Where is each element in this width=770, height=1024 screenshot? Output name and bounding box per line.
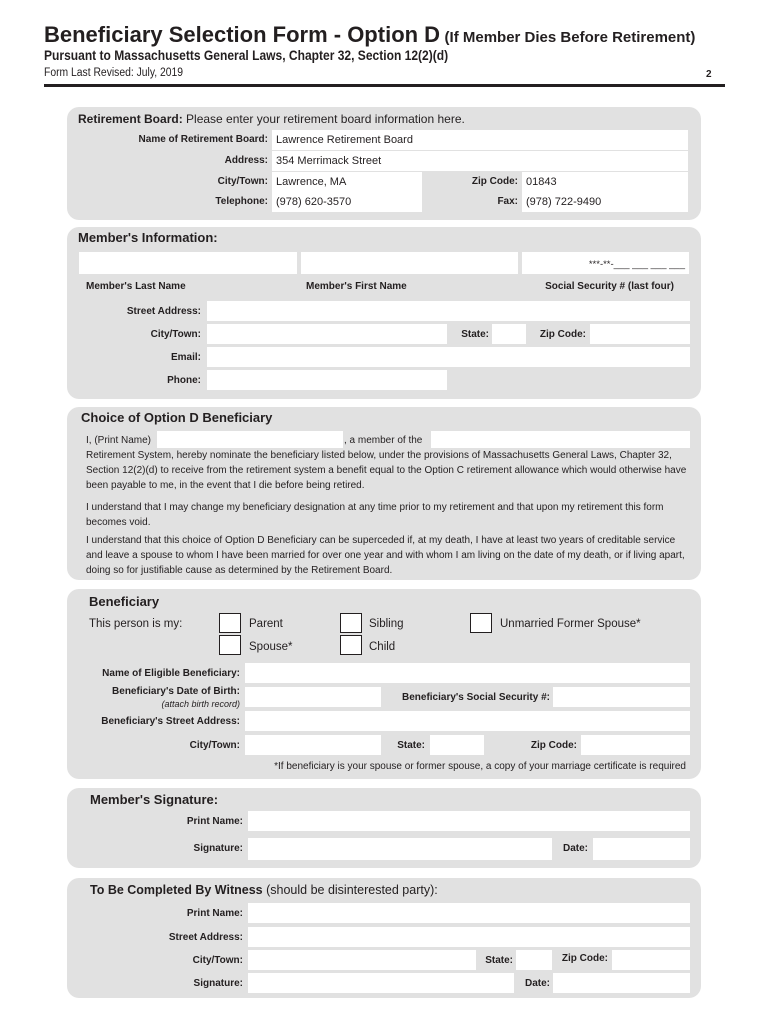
- witness-print-name-field[interactable]: [248, 903, 690, 923]
- beneficiary-ssn-label: Beneficiary's Social Security #:: [401, 692, 550, 703]
- member-phone-field[interactable]: [207, 370, 447, 390]
- member-street-field[interactable]: [207, 301, 690, 321]
- witness-signature-field[interactable]: [248, 973, 514, 993]
- member-ssn-field[interactable]: [522, 252, 689, 274]
- member-info-heading: Member's Information:: [78, 230, 218, 245]
- member-signature-label: Signature:: [193, 843, 243, 854]
- checkbox-sibling[interactable]: [340, 613, 362, 633]
- member-print-name-field[interactable]: [248, 811, 690, 831]
- form-title-paren: (If Member Dies Before Retirement): [444, 29, 696, 46]
- witness-street-field[interactable]: [248, 927, 690, 947]
- beneficiary-footnote: *If beneficiary is your spouse or former spouse, a copy of your marriage certificate is required: [274, 761, 686, 772]
- beneficiary-state-label: State:: [397, 740, 425, 751]
- member-email-label: Email:: [170, 352, 201, 363]
- member-state-field[interactable]: [492, 324, 526, 344]
- choice-member-of: , a member of the: [344, 435, 423, 446]
- witness-heading-bold: To Be Completed By Witness: [90, 883, 263, 897]
- board-name-label: Name of Retirement Board:: [138, 134, 268, 145]
- member-date-field[interactable]: [593, 838, 690, 860]
- option-former-spouse-label: Unmarried Former Spouse*: [500, 618, 641, 630]
- beneficiary-street-field[interactable]: [245, 711, 690, 731]
- board-phone-label: Telephone:: [215, 196, 268, 207]
- choice-para2: I understand that I may change my beneficiary designation at any time prior to my retirement and that upon my retirement this form becomes void.: [86, 502, 664, 528]
- board-zip-field[interactable]: 01843: [522, 172, 688, 192]
- option-child-label: Child: [369, 641, 396, 653]
- witness-state-field[interactable]: [516, 950, 552, 970]
- checkbox-spouse[interactable]: [219, 635, 241, 655]
- form-title-main: Beneficiary Selection Form - Option D: [44, 22, 441, 47]
- beneficiary-dob-note: (attach birth record): [161, 699, 240, 709]
- member-signature-heading: Member's Signature:: [90, 792, 219, 807]
- board-address-label: Address:: [224, 155, 268, 166]
- member-street-label: Street Address:: [126, 306, 201, 317]
- member-last-name-label: Member's Last Name: [86, 281, 186, 292]
- board-fax-field[interactable]: (978) 722-9490: [522, 192, 688, 212]
- member-print-name-label: Print Name:: [186, 816, 243, 827]
- retirement-board-heading-text: Please enter your retirement board information here.: [186, 112, 465, 126]
- member-last-name-field[interactable]: [79, 252, 297, 274]
- witness-print-name-label: Print Name:: [186, 908, 243, 919]
- beneficiary-dob-label: Beneficiary's Date of Birth:: [112, 686, 240, 697]
- witness-city-field[interactable]: [248, 950, 476, 970]
- checkbox-parent[interactable]: [219, 613, 241, 633]
- member-signature-field[interactable]: [248, 838, 552, 860]
- beneficiary-zip-field[interactable]: [581, 735, 690, 755]
- option-parent-label: Parent: [249, 618, 283, 630]
- member-city-field[interactable]: [207, 324, 447, 344]
- checkbox-child[interactable]: [340, 635, 362, 655]
- form-revised: Form Last Revised: July, 2019: [44, 67, 184, 79]
- beneficiary-heading: Beneficiary: [89, 594, 160, 609]
- board-city-label: City/Town:: [217, 176, 268, 187]
- choice-print-name-field[interactable]: [157, 431, 343, 448]
- board-zip-label: Zip Code:: [471, 176, 518, 187]
- witness-state-label: State:: [485, 955, 513, 966]
- option-spouse-label: Spouse*: [249, 641, 293, 653]
- board-city-field[interactable]: Lawrence, MA: [272, 172, 422, 192]
- beneficiary-city-field[interactable]: [245, 735, 381, 755]
- beneficiary-city-label: City/Town:: [189, 740, 240, 751]
- witness-heading-text: (should be disinterested party):: [266, 883, 438, 897]
- choice-retirement-system-field[interactable]: [431, 431, 690, 448]
- choice-print-name-label: I, (Print Name): [86, 435, 152, 446]
- witness-zip-field[interactable]: [612, 950, 690, 970]
- board-phone-field[interactable]: (978) 620-3570: [272, 192, 422, 212]
- witness-street-label: Street Address:: [168, 932, 243, 943]
- member-ssn-label: Social Security # (last four): [545, 281, 674, 292]
- choice-para3: I understand that this choice of Option D Beneficiary can be superceded if, at my death, I have at least two years of creditable service and leave a spouse to whom I have been married for over one year and with whom I am living on the date of my death, or if living apart, doing so for justifiable cause as determined by the Retirement Board.: [86, 535, 685, 576]
- board-address-field[interactable]: 354 Merrimack Street: [272, 151, 688, 171]
- option-sibling-label: Sibling: [369, 618, 404, 630]
- witness-signature-label: Signature:: [193, 978, 243, 989]
- retirement-board-heading-bold: Retirement Board:: [78, 112, 183, 126]
- beneficiary-street-label: Beneficiary's Street Address:: [101, 716, 240, 727]
- retirement-board-heading: [78, 112, 465, 126]
- member-email-field[interactable]: [207, 347, 690, 367]
- witness-zip-label: Zip Code:: [561, 953, 608, 964]
- beneficiary-zip-label: Zip Code:: [530, 740, 577, 751]
- form-subtitle: Pursuant to Massachusetts General Laws, Chapter 32, Section 12(2)(d): [44, 47, 449, 63]
- member-first-name-field[interactable]: [301, 252, 518, 274]
- member-city-label: City/Town:: [150, 329, 201, 340]
- member-date-label: Date:: [562, 843, 588, 854]
- board-name-field[interactable]: Lawrence Retirement Board: [272, 130, 688, 150]
- member-phone-label: Phone:: [167, 375, 201, 386]
- header-rule: [44, 84, 725, 87]
- member-zip-field[interactable]: [590, 324, 690, 344]
- board-fax-label: Fax:: [497, 196, 518, 207]
- beneficiary-name-label: Name of Eligible Beneficiary:: [102, 668, 240, 679]
- beneficiary-ssn-field[interactable]: [553, 687, 690, 707]
- witness-city-label: City/Town:: [192, 955, 243, 966]
- witness-date-label: Date:: [524, 978, 550, 989]
- page-number: 2: [706, 69, 712, 80]
- beneficiary-state-field[interactable]: [430, 735, 484, 755]
- member-first-name-label: Member's First Name: [306, 281, 407, 292]
- choice-para1: Retirement System, hereby nominate the beneficiary listed below, under the provisions of Massachusetts General Laws, Chapter 32, Section 12(2)(d) to receive from the retirement system a benefit equal to the Option C retirement allowance which would otherwise have been payable to me, in the event that I die before being retired.: [86, 450, 687, 491]
- witness-date-field[interactable]: [553, 973, 690, 993]
- beneficiary-name-field[interactable]: [245, 663, 690, 683]
- member-state-label: State:: [461, 329, 489, 340]
- member-ssn-mask: ***-**-___ ___ ___ ___: [588, 259, 685, 270]
- checkbox-former-spouse[interactable]: [470, 613, 492, 633]
- choice-heading: Choice of Option D Beneficiary: [81, 410, 273, 425]
- beneficiary-dob-field[interactable]: [245, 687, 381, 707]
- witness-heading: [90, 883, 438, 897]
- this-person-label: This person is my:: [89, 618, 183, 630]
- member-zip-label: Zip Code:: [539, 329, 586, 340]
